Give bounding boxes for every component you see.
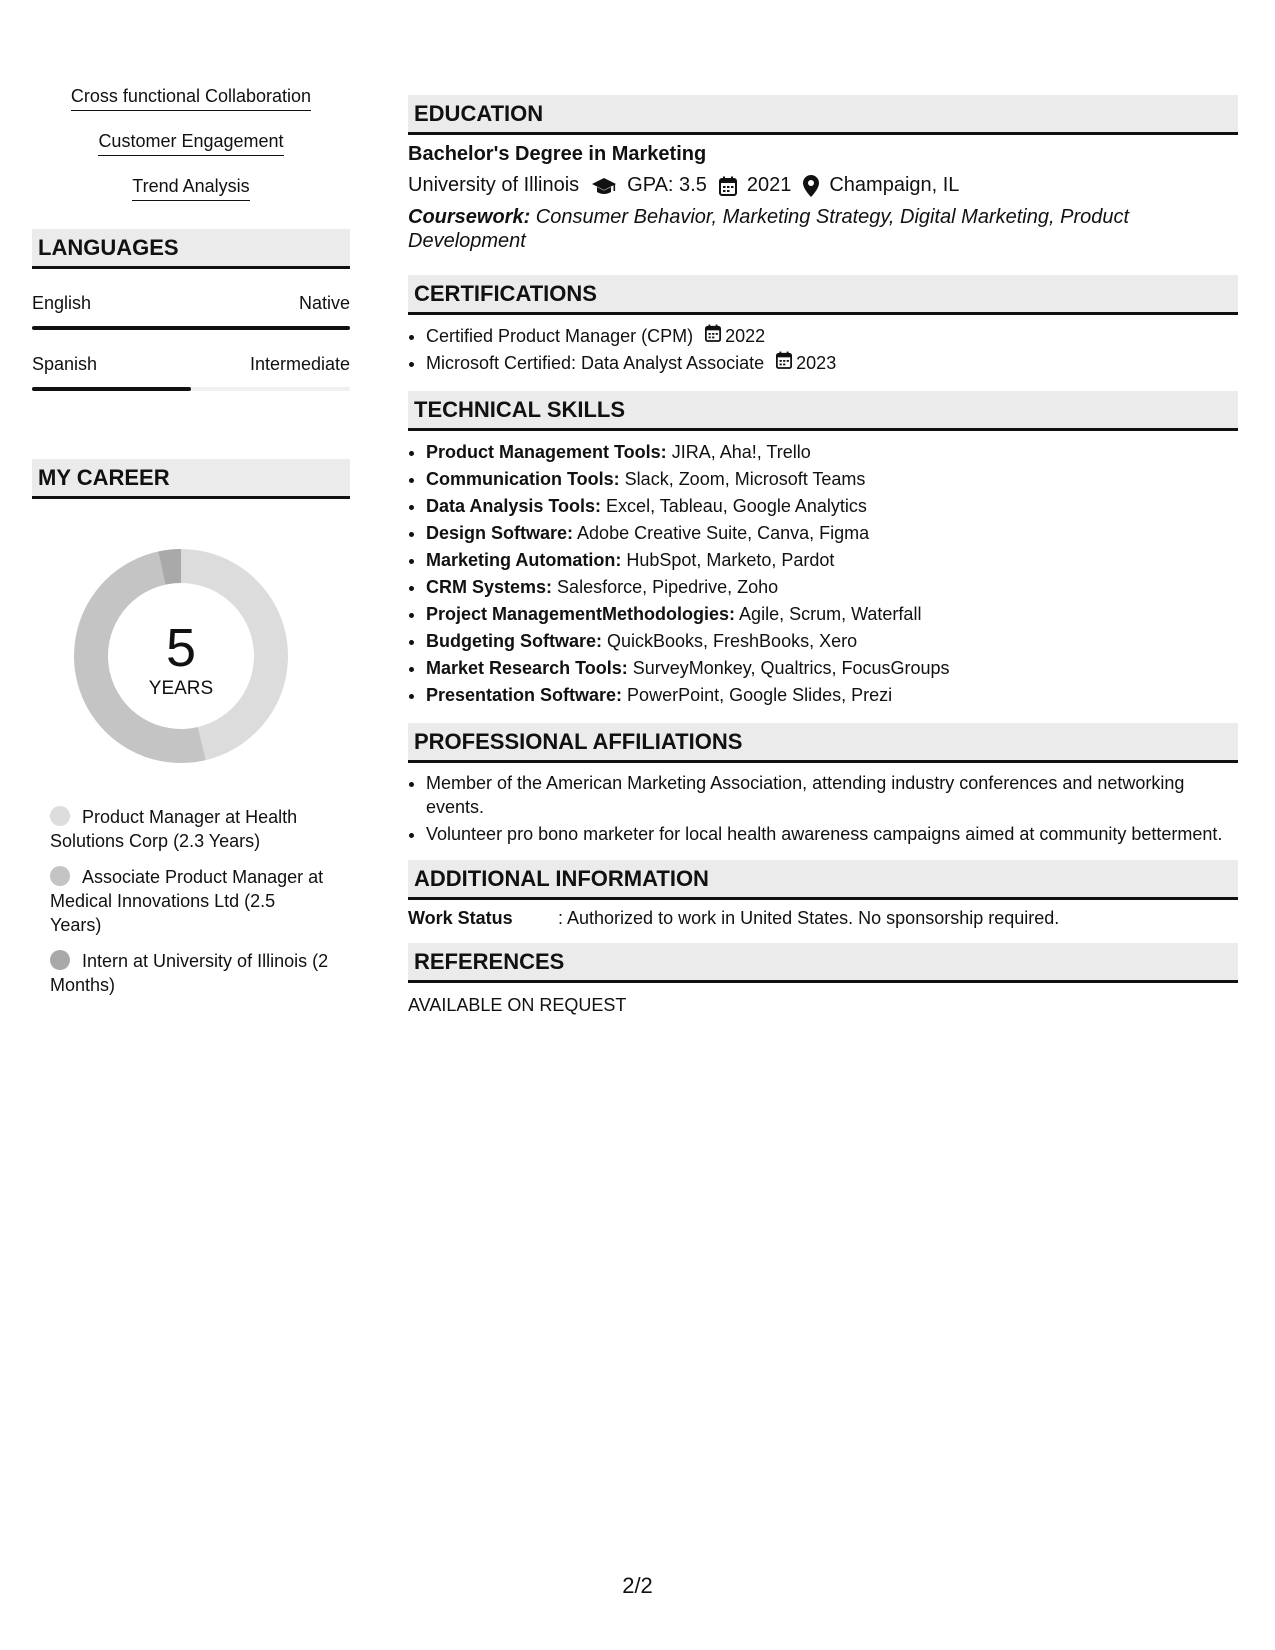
technical-skill-value: SurveyMonkey, Qualtrics, FocusGroups [627,658,950,678]
career-legend-item [50,865,330,937]
technical-skill-item [426,547,1238,574]
certification-item [426,350,1238,377]
technical-skill-label: Design Software: [426,523,574,543]
legend-dot-icon [50,866,70,886]
certifications-heading: CERTIFICATIONS [408,275,1238,315]
languages-list [32,293,350,391]
technical-skills-section [408,391,1238,709]
language-level: Native [298,293,350,313]
certifications-section [408,275,1238,377]
additional-info-heading: ADDITIONAL INFORMATION [408,860,1238,900]
technical-skill-value: Agile, Scrum, Waterfall [735,604,922,624]
right-column [408,95,1238,1030]
gpa: GPA: 3.5 [627,174,707,196]
languages-section [32,229,350,391]
career-role-label: Associate Product Manager at Medical Innovations Ltd (2.5 Years) [50,867,324,935]
affiliation-item: • Member of the American Marketing Association, attending industry conferences and networking events. [426,771,1238,819]
education-location: Champaign, IL [829,174,960,196]
technical-skill-value: JIRA, Aha!, Trello [666,442,811,462]
certification-date [776,350,836,377]
technical-skill-item [426,520,1238,547]
references-text: AVAILABLE ON REQUEST [408,995,627,1015]
career-legend [50,805,330,997]
languages-heading: LANGUAGES [32,229,350,269]
skill-tag-row [32,176,350,201]
language-level: Intermediate [249,354,350,374]
technical-skills-list [408,439,1238,709]
technical-skill-label: Presentation Software: [426,685,623,705]
technical-skills-heading: TECHNICAL SKILLS [408,391,1238,431]
technical-skill-value: Adobe Creative Suite, Canva, Figma [573,523,870,543]
affiliations-heading: PROFESSIONAL AFFILIATIONS [408,723,1238,763]
education-meta [408,174,1238,197]
left-column [32,86,350,1009]
career-section [32,459,350,997]
technical-skill-label: Data Analysis Tools: [426,496,602,516]
additional-info-section [408,860,1238,929]
technical-skill-item [426,655,1238,682]
references-section [408,943,1238,1016]
technical-skill-label: Marketing Automation: [426,550,622,570]
technical-skill-label: Product Management Tools: [426,442,667,462]
technical-skill-item [426,493,1238,520]
certification-date [705,323,765,350]
work-status-value: : Authorized to work in United States. No sponsorship required. [558,908,1060,928]
graduation-cap-icon [591,176,617,196]
skill-tag: Cross functional Collaboration [71,86,311,111]
language-bar [32,387,350,391]
skill-tag: Customer Engagement [98,131,283,156]
language-item [32,293,350,330]
certification-name: Microsoft Certified: Data Analyst Associate [426,353,765,373]
career-donut-chart [66,541,296,771]
technical-skill-label: Project ManagementMethodologies: [426,604,736,624]
career-heading: MY CAREER [32,459,350,499]
language-bar [32,326,350,330]
certification-year: 2023 [796,353,837,373]
affiliations-section [408,723,1238,846]
language-name: Spanish [32,354,98,374]
technical-skill-label: Communication Tools: [426,469,620,489]
page-number: 2/2 [622,1573,653,1598]
certification-year: 2022 [725,326,766,346]
coursework-label: Coursework: [408,206,531,228]
language-item [32,354,350,391]
legend-dot-icon [50,806,70,826]
skill-tag-row [32,86,350,111]
skill-tag: Trend Analysis [132,176,249,201]
career-unit: YEARS [148,678,214,699]
career-role-label: Product Manager at Health Solutions Corp (2.3 Years) [50,807,298,851]
technical-skill-value: HubSpot, Marketo, Pardot [621,550,835,570]
technical-skill-item [426,574,1238,601]
certification-name: Certified Product Manager (CPM) [426,326,694,346]
coursework-list: Consumer Behavior, Marketing Strategy, Digital Marketing, Product Development [408,206,1130,252]
certifications-list [408,323,1238,377]
language-bar-fill [32,326,350,330]
technical-skill-value: Salesforce, Pipedrive, Zoho [552,577,779,597]
school-name: University of Illinois [408,174,580,196]
references-heading: REFERENCES [408,943,1238,983]
legend-dot-icon [50,950,70,970]
education-heading: EDUCATION [408,95,1238,135]
career-role-label: Intern at University of Illinois (2 Months) [50,951,329,995]
location-pin-icon [803,175,819,197]
calendar-icon [776,350,792,377]
calendar-icon [705,323,721,350]
career-total: 5 [165,618,197,678]
career-legend-item [50,805,330,853]
technical-skill-value: QuickBooks, FreshBooks, Xero [602,631,858,651]
technical-skill-label: CRM Systems: [426,577,553,597]
technical-skill-value: Excel, Tableau, Google Analytics [601,496,867,516]
technical-skill-item [426,439,1238,466]
certification-item [426,323,1238,350]
technical-skill-label: Budgeting Software: [426,631,602,651]
coursework [408,205,1238,253]
technical-skill-item [426,628,1238,655]
skill-tag-row [32,131,350,156]
technical-skill-label: Market Research Tools: [426,658,628,678]
technical-skill-value: PowerPoint, Google Slides, Prezi [622,685,893,705]
career-legend-item [50,949,330,997]
technical-skill-item [426,601,1238,628]
work-status-label: Work Status [408,908,513,928]
technical-skill-item [426,466,1238,493]
graduation-year: 2021 [746,174,792,196]
affiliation-item: • Volunteer pro bono marketer for local health awareness campaigns aimed at community betterment. [426,822,1238,846]
education-section [408,95,1238,253]
work-status-row [408,908,1238,929]
technical-skill-item [426,682,1238,709]
language-bar-fill [32,387,191,391]
technical-skill-value: Slack, Zoom, Microsoft Teams [619,469,866,489]
skills-list [32,86,350,201]
language-name: English [32,293,92,313]
calendar-icon [719,176,737,196]
degree-title: Bachelor's Degree in Marketing [408,143,707,165]
affiliations-list [408,771,1238,846]
